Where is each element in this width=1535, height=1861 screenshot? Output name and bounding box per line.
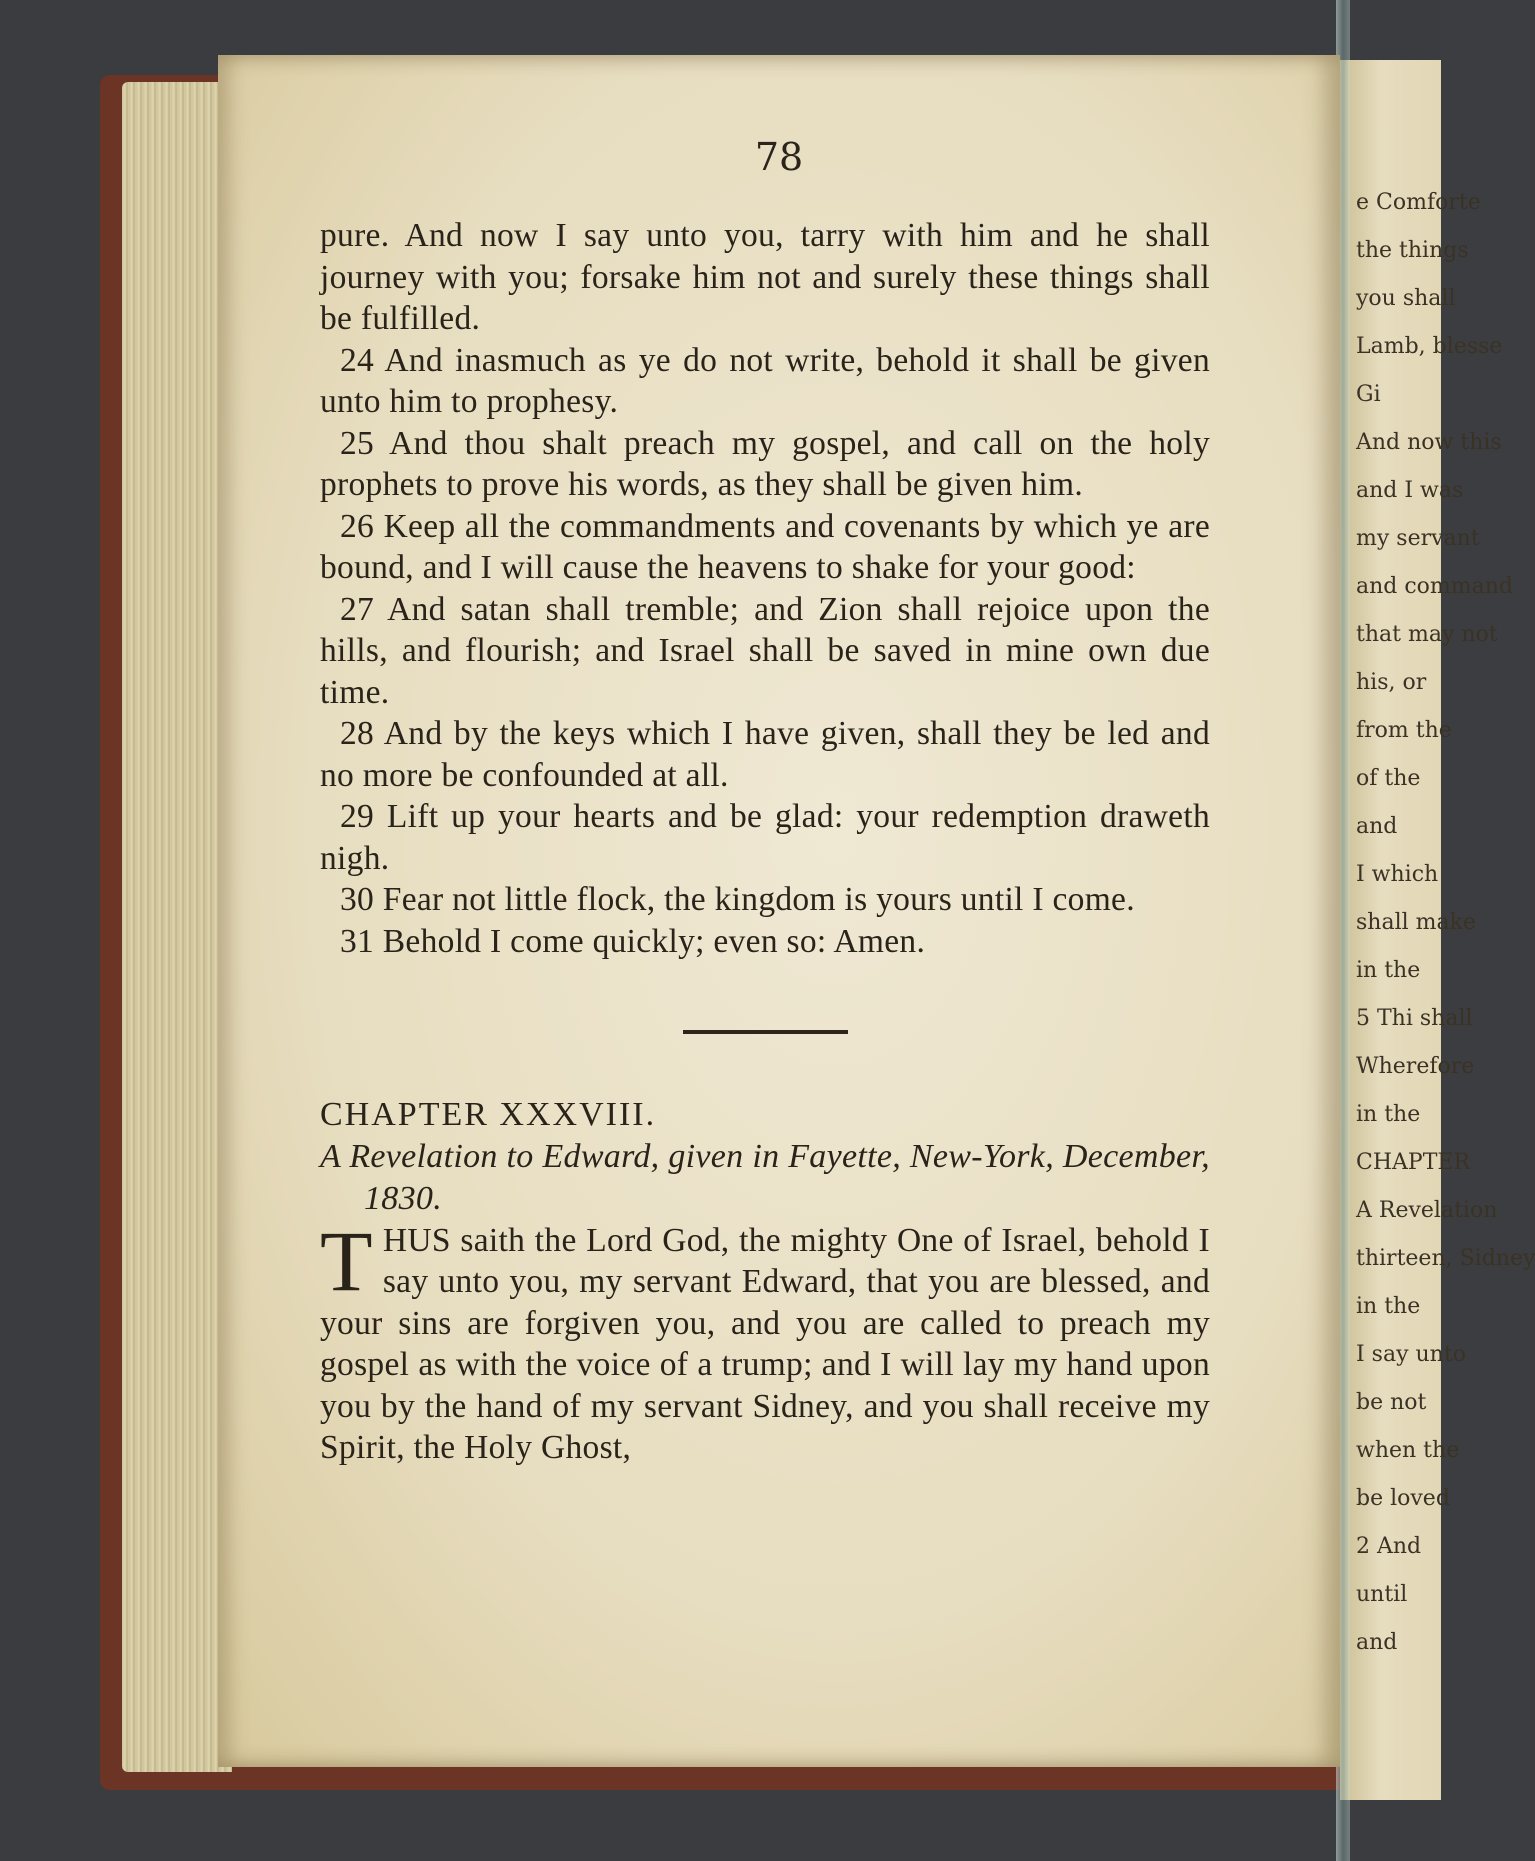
first-paragraph-text: HUS saith the Lord God, the mighty One of Israel, behold I say unto you, my servant Edward, that you are blessed, and your sins are forgiven you, and you are called to preach my gospel as with the voice of a trump; and I will lay my hand upon you by the hand of my servant Sidney, and you shall receive my Spirit, the Holy Ghost,	[320, 1221, 1210, 1466]
facing-page-line: Lamb, blesse	[1356, 334, 1503, 359]
facing-page-line: and	[1356, 814, 1398, 839]
verse-24: 24 And inasmuch as ye do not write, behold it shall be given unto him to prophesy.	[320, 341, 1210, 420]
facing-page-line: e Comforte	[1356, 190, 1481, 215]
facing-page-line: shall make	[1356, 910, 1476, 935]
facing-page-line: and I was	[1356, 478, 1464, 503]
facing-page-line: I which	[1356, 862, 1439, 887]
verse-28: 28 And by the keys which I have given, shall they be led and no more be confounded at all.	[320, 715, 1210, 794]
facing-page-line: and	[1356, 1630, 1398, 1655]
facing-page-line: be loved	[1356, 1486, 1450, 1511]
facing-page-line: Gi	[1356, 382, 1381, 407]
facing-page-line: thirteen, Sidney	[1356, 1246, 1535, 1271]
facing-page-line: CHAPTER	[1356, 1150, 1471, 1175]
verse-26: 26 Keep all the commandments and covenants by which ye are bound, and I will cause the heavens to shake for your good:	[320, 507, 1210, 586]
facing-page-line: that may not	[1356, 622, 1498, 647]
drop-cap: T	[320, 1212, 373, 1309]
page-edges	[122, 82, 232, 1772]
facing-page-line: and command	[1356, 574, 1514, 599]
facing-page-line: 5 Thi shall	[1356, 1006, 1473, 1031]
verse-31: 31 Behold I come quickly; even so: Amen.	[340, 922, 926, 960]
facing-page-line: until	[1356, 1582, 1408, 1607]
page-content	[320, 215, 1210, 1469]
facing-page-line: I say unto	[1356, 1342, 1466, 1367]
facing-page-line: you shall	[1356, 286, 1456, 311]
facing-page-line: from the	[1356, 718, 1452, 743]
facing-page-line: my servant	[1356, 526, 1480, 551]
facing-page-line: A Revelation	[1356, 1198, 1498, 1223]
facing-page-line: 2 And	[1356, 1534, 1422, 1559]
facing-page-line: in the	[1356, 1294, 1421, 1319]
chapter-heading: A Revelation to Edward, given in Fayette, New-York, December, 1830.	[320, 1137, 1210, 1217]
verse-30: 30 Fear not little flock, the kingdom is yours until I come.	[340, 881, 1135, 918]
facing-page-line: when the	[1356, 1438, 1460, 1463]
verse-29: 29 Lift up your hearts and be glad: your redemption draweth nigh.	[320, 798, 1210, 877]
facing-page-line: Wherefore	[1356, 1054, 1475, 1079]
facing-page-line: in the	[1356, 1102, 1421, 1127]
facing-page-line: his, or	[1356, 670, 1427, 695]
chapter-title: CHAPTER XXXVIII.	[320, 1096, 657, 1133]
verse-25: 25 And thou shalt preach my gospel, and call on the holy prophets to prove his words, as they shall be given him.	[320, 424, 1210, 503]
page-number: 78	[754, 135, 804, 179]
chapter-first-paragraph	[320, 1212, 1210, 1469]
facing-page-line: be not	[1356, 1390, 1427, 1415]
section-divider	[683, 1030, 848, 1034]
facing-page-line: in the	[1356, 958, 1421, 983]
verse-27: 27 And satan shall tremble; and Zion shall rejoice upon the hills, and flourish; and Israel shall be saved in mine own due time.	[320, 590, 1210, 711]
facing-page-line: the things	[1356, 238, 1469, 263]
facing-page-line: of the	[1356, 766, 1421, 791]
verse-continuation: pure. And now I say unto you, tarry with him and he shall journey with you; forsake him not and surely these things shall be fulfilled.	[320, 217, 1210, 337]
facing-page-line: And now this	[1356, 430, 1502, 455]
